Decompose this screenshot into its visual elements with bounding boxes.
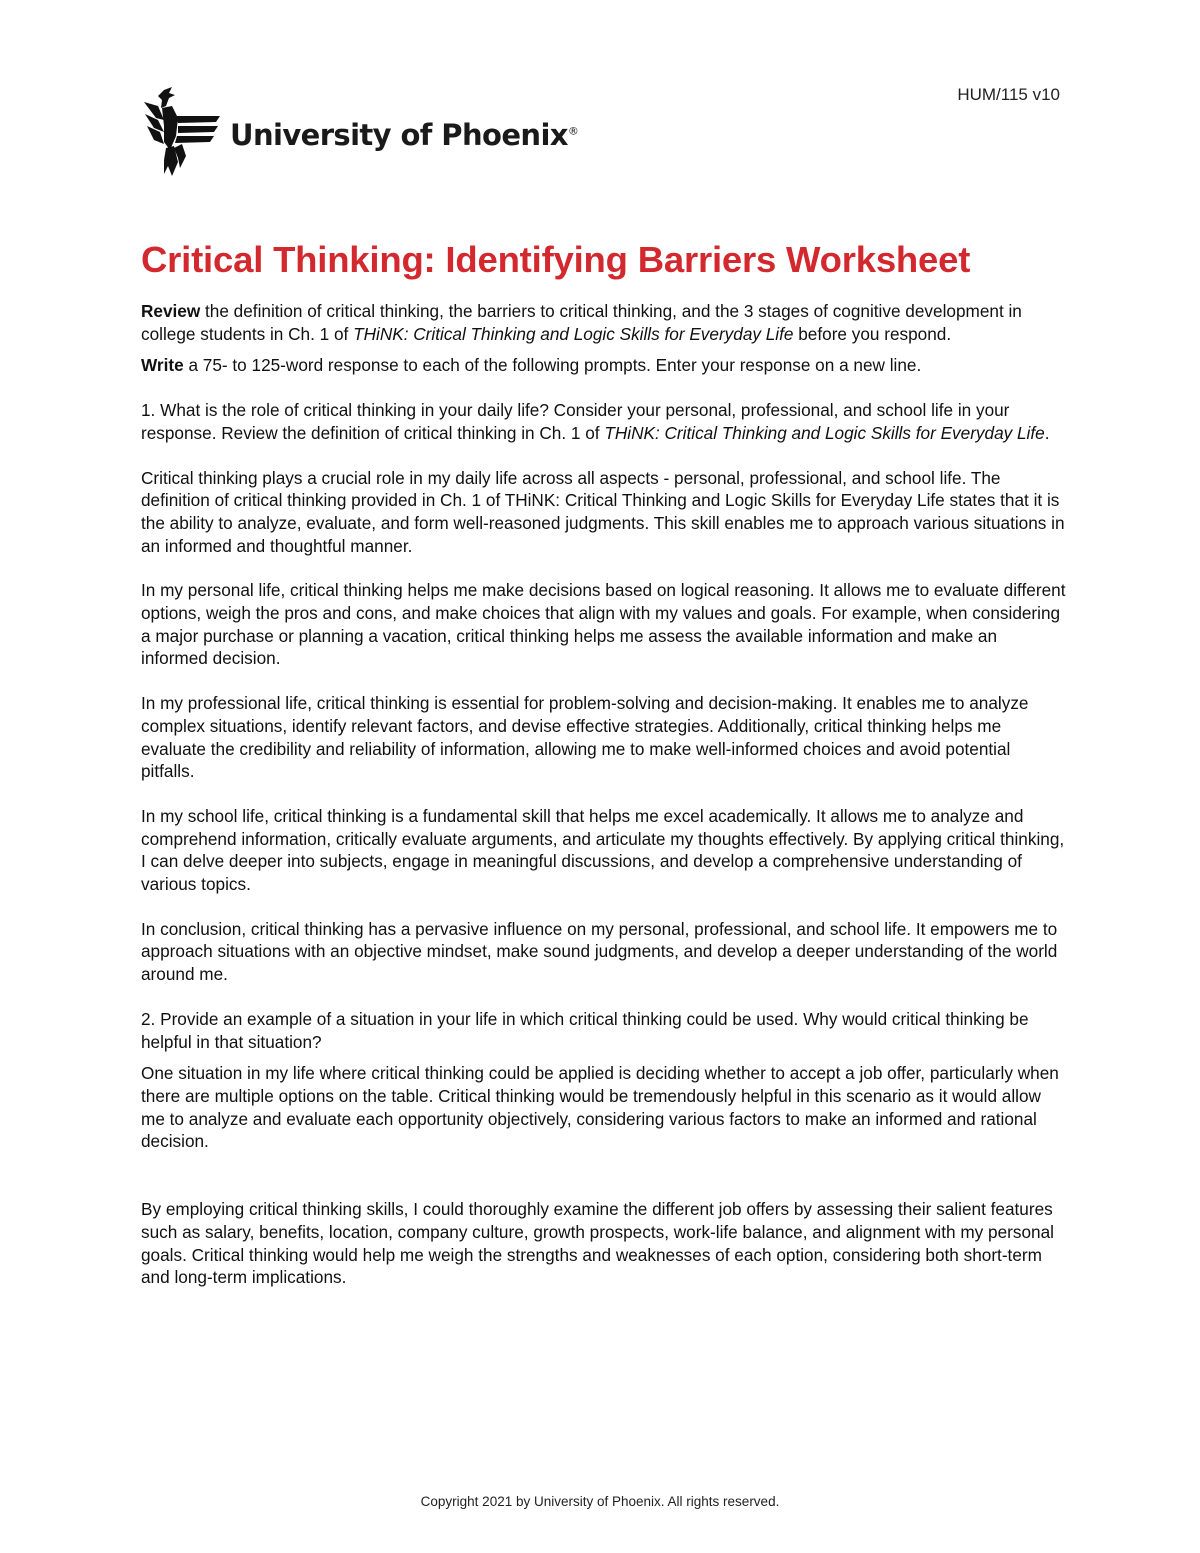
document-body (141, 238, 1066, 1289)
response-1-paragraph: Critical thinking plays a crucial role in my daily life across all aspects - personal, professional, and school life. The definition of critical thinking provided in Ch. 1 of THiNK: Critical Thinking and Logic Skills for Everyday Life states that it is the ability to analyze, evaluate, and form well-reasoned judgments. This skill enables me to approach various situations in an informed and thoughtful manner. (141, 467, 1065, 556)
response-1-paragraph: In conclusion, critical thinking has a pervasive influence on my personal, professional, and school life. It empowers me to approach situations with an objective mindset, make sound judgments, and develop a deeper understanding of the world around me. (141, 918, 1058, 985)
logo-wordmark (230, 118, 578, 152)
write-instruction (141, 354, 1066, 377)
response-1-paragraph: In my professional life, critical thinking is essential for problem-solving and decision-making. It enables me to analyze complex situations, identify relevant factors, and devise effective strategies. Additionally, critical thinking helps me evaluate the credibility and reliability of information, allowing me to make well-informed choices and avoid potential pitfalls. (141, 693, 1029, 782)
university-logo (142, 86, 578, 178)
prompt-2: 2. Provide an example of a situation in your life in which critical thinking could be used. Why would critical thinking be helpful in that situation? (141, 1008, 1029, 1052)
write-label: Write (141, 355, 184, 376)
review-label: Review (141, 301, 201, 321)
response-1-paragraph: In my personal life, critical thinking helps me make decisions based on logical reasoning. It allows me to evaluate different options, weigh the pros and cons, and make choices that align with my values and goals. For example, when considering a major purchase or planning a vacation, critical thinking helps me assess the available information and make an informed decision. (141, 580, 1066, 669)
prompt-1-text: 1. What is the role of critical thinking in your daily life? Consider your personal, professional, and school life in your response. Review the definition of critical thinking in Ch. 1 of (141, 400, 1010, 443)
page-title: Critical Thinking: Identifying Barriers Worksheet (141, 239, 971, 280)
write-text: a 75- to 125-word response to each of the following prompts. Enter your response on a new line. (183, 355, 922, 376)
response-2-paragraph: By employing critical thinking skills, I could thoroughly examine the different job offers by assessing their salient features such as salary, benefits, location, company culture, growth prospects, work-life balance, and alignment with my personal goals. Critical thinking would help me weigh the strengths and weaknesses of each option, considering both short-term and long-term implications. (141, 1199, 1054, 1288)
response-1-paragraph: In my school life, critical thinking is a fundamental skill that helps me excel academically. It allows me to analyze and comprehend information, critically evaluate arguments, and articulate my thoughts effectively. By applying critical thinking, I can delve deeper into subjects, engage in meaningful discussions, and develop a comprehensive understanding of various topics. (141, 805, 1065, 895)
prompt-1 (141, 399, 1066, 444)
review-instruction (141, 300, 1066, 345)
course-code: HUM/115 v10 (957, 85, 1060, 104)
book-title: THiNK: Critical Thinking and Logic Skills for Everyday Life (353, 323, 794, 344)
review-text: the definition of critical thinking, the barriers to critical thinking, and the 3 stages of cognitive development in college students in Ch. 1 of (141, 301, 1022, 344)
registered-mark: ® (567, 124, 579, 138)
response-2-paragraph: One situation in my life where critical thinking could be applied is deciding whether to accept a job offer, particularly when there are multiple options on the table. Critical thinking would be tremendously helpful in this scenario as it would allow me to analyze and evaluate each opportunity objectively, considering various factors to make an informed and rational decision. (141, 1063, 1059, 1152)
prompt-1-end: . (1044, 422, 1050, 443)
logo-text: University of Phoenix (230, 118, 568, 152)
review-text-end: before you respond. (793, 323, 952, 344)
copyright-footer: Copyright 2021 by University of Phoenix. All rights reserved. (420, 1494, 780, 1509)
prompt-1-book-title: THiNK: Critical Thinking and Logic Skills for Everyday Life (604, 422, 1045, 443)
phoenix-bird-icon (142, 86, 222, 178)
